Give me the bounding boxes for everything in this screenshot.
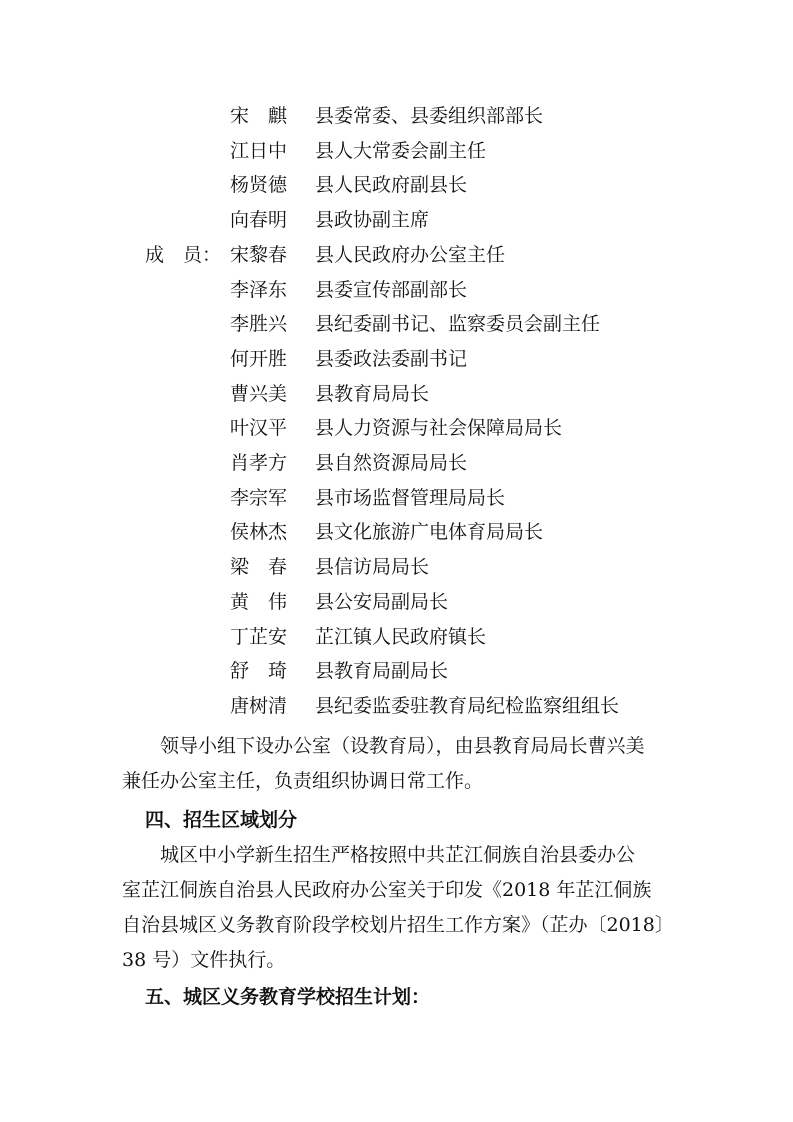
member-role: 县信访局局长 xyxy=(315,556,430,579)
member-name: 宋黎春 xyxy=(230,243,288,266)
member-name: 何开胜 xyxy=(230,347,288,370)
member-name: 李泽东 xyxy=(230,278,288,301)
member-name: 黄 伟 xyxy=(230,590,288,613)
member-role: 县纪委副书记、监察委员会副主任 xyxy=(315,313,601,336)
member-name: 李宗军 xyxy=(230,486,288,509)
office-paragraph-line-2: 兼任办公室主任，负责组织协调日常工作。 xyxy=(122,770,484,792)
member-role: 县教育局局长 xyxy=(315,382,430,405)
member-name: 李胜兴 xyxy=(230,313,288,336)
section-5-heading: 五、城区义务教育学校招生计划： xyxy=(145,986,431,1008)
member-prefix: 成 员： xyxy=(145,243,222,266)
section-4-heading: 四、招生区域划分 xyxy=(145,809,298,831)
office-paragraph-line-1: 领导小组下设办公室（设教育局），由县教育局局长曹兴美 xyxy=(122,735,645,757)
member-name: 唐树清 xyxy=(230,694,288,717)
member-role: 县文化旅游广电体育局局长 xyxy=(315,521,544,544)
member-name: 舒 琦 xyxy=(230,660,288,683)
member-name: 侯林杰 xyxy=(230,521,288,544)
member-role: 县自然资源局局长 xyxy=(315,452,468,474)
member-name: 曹兴美 xyxy=(230,382,288,405)
member-name: 江日中 xyxy=(230,139,288,162)
member-role: 县政协副主席 xyxy=(315,209,430,232)
member-role: 县纪委监委驻教育局纪检监察组组长 xyxy=(315,694,620,717)
member-role: 芷江镇人民政府镇长 xyxy=(315,625,487,648)
member-name: 肖孝方 xyxy=(230,452,288,474)
section-4-line-2: 室芷江侗族自治县人民政府办公室关于印发《2018 年芷江侗族 xyxy=(122,879,652,901)
member-role: 县委常委、县委组织部部长 xyxy=(315,105,544,127)
member-role: 县委宣传部副部长 xyxy=(315,278,468,301)
member-role: 县公安局副局长 xyxy=(315,590,449,613)
member-name: 丁芷安 xyxy=(230,625,288,648)
member-role: 县人力资源与社会保障局局长 xyxy=(315,417,563,440)
member-name: 杨贤德 xyxy=(230,174,288,197)
member-role: 县人民政府副县长 xyxy=(315,174,468,197)
member-role: 县人民政府办公室主任 xyxy=(315,243,506,266)
member-name: 向春明 xyxy=(230,209,288,232)
member-name: 宋 麒 xyxy=(230,105,288,127)
member-role: 县委政法委副书记 xyxy=(315,347,468,370)
section-4-line-4: 38 号）文件执行。 xyxy=(122,949,286,971)
section-4-line-3: 自治县城区义务教育阶段学校划片招生工作方案》（芷办〔2018〕 xyxy=(122,914,674,936)
member-name: 叶汉平 xyxy=(230,417,288,440)
member-name: 梁 春 xyxy=(230,556,288,579)
member-role: 县教育局副局长 xyxy=(315,660,449,683)
section-4-line-1: 城区中小学新生招生严格按照中共芷江侗族自治县委办公 xyxy=(122,844,636,866)
member-role: 县人大常委会副主任 xyxy=(315,139,487,162)
member-role: 县市场监督管理局局长 xyxy=(315,486,506,509)
